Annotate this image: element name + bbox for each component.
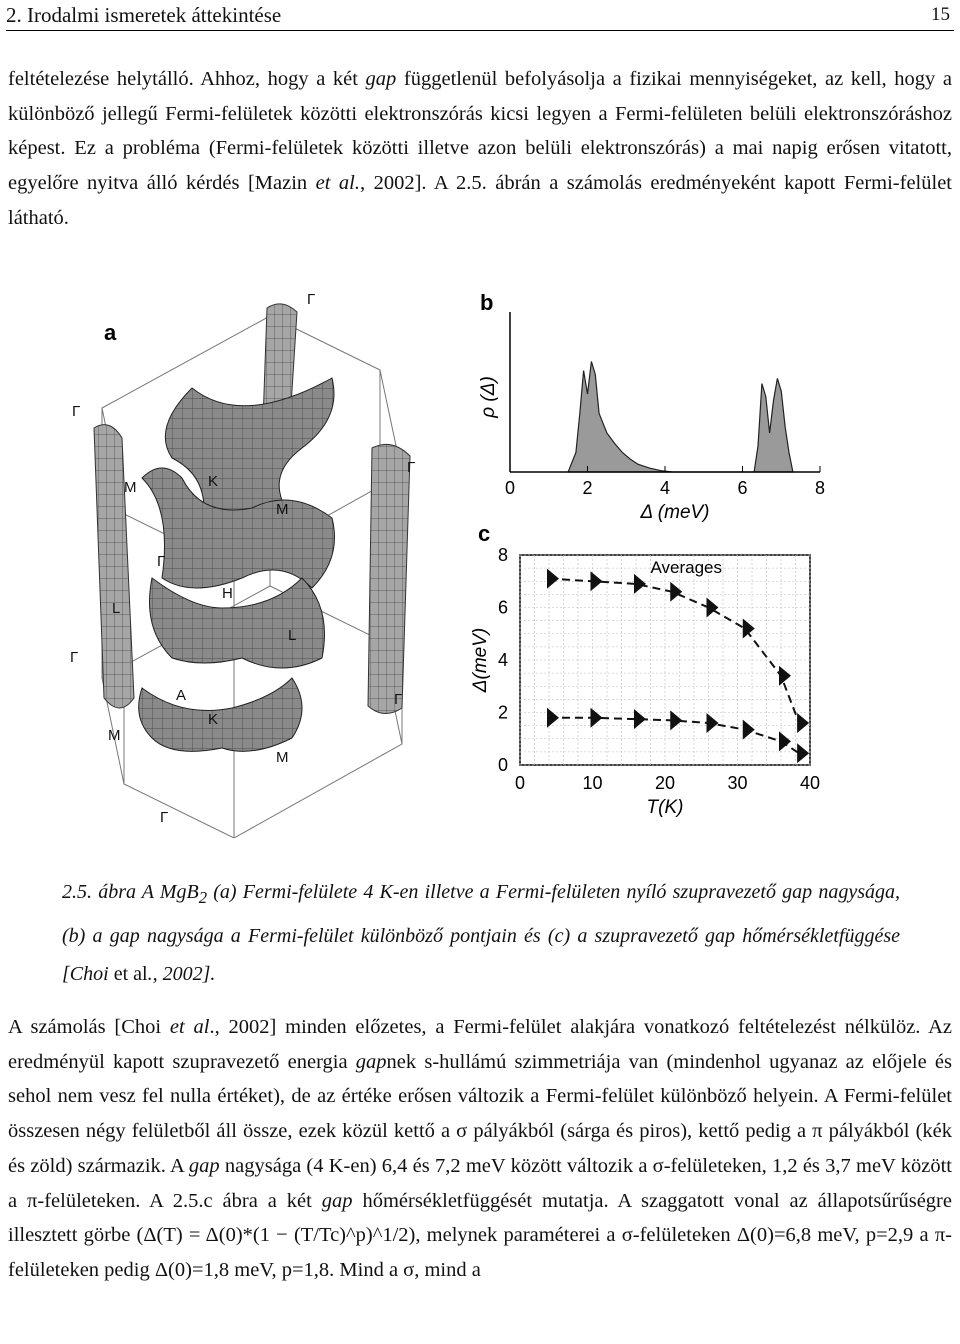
x-tick-label: 8 xyxy=(814,478,826,498)
fermi-surface-figure xyxy=(42,278,462,838)
text-run: . Mind a σ, mind a xyxy=(329,1258,481,1281)
point-label: L xyxy=(288,627,297,644)
point-label: H xyxy=(222,585,233,602)
text-run-italic: et al xyxy=(169,1016,210,1038)
point-label: M xyxy=(108,727,121,744)
point-label: M xyxy=(276,749,289,766)
x-axis-label: T(K) xyxy=(646,797,684,818)
point-label: Γ xyxy=(72,403,81,420)
text-run: a π-felületeken pedig xyxy=(8,1224,952,1281)
panel-label-a: a xyxy=(104,320,117,345)
point-label: Γ xyxy=(307,291,316,308)
x-tick-label: 40 xyxy=(799,773,821,793)
x-tick-label: 20 xyxy=(654,773,676,793)
sigma-tube-left xyxy=(94,425,134,708)
x-tick-label: 4 xyxy=(659,478,671,498)
y-axis-label: ρ (Δ) xyxy=(478,376,499,418)
text-run-italic: gap xyxy=(321,1189,353,1212)
paragraph-discussion xyxy=(8,1010,952,1288)
gap-distribution-chart xyxy=(470,282,850,522)
text-run-italic: gap xyxy=(355,1050,387,1073)
x-tick-label: 0 xyxy=(514,773,526,793)
gap-formula: Δ(T) = Δ(0)*(1 − (T/Tc)^p)^1/2 xyxy=(143,1224,409,1247)
subscript: 2 xyxy=(198,888,208,907)
y-tick-label: 2 xyxy=(497,702,508,723)
text-run: et al xyxy=(113,963,148,985)
point-label: M xyxy=(276,501,289,518)
running-header xyxy=(6,0,954,31)
text-run: hőmérsékletfüggését mutatja. A szaggatott vonal az állapotsűrűségre illesztett görbe ( xyxy=(8,1189,952,1247)
pi-parameters: Δ(0)=1,8 meV, p=1,8 xyxy=(154,1258,330,1281)
x-tick-label: 10 xyxy=(582,773,603,793)
text-run-italic: gap xyxy=(365,68,397,90)
point-label: Γ xyxy=(157,553,166,570)
text-run: nagysága (4 K-en) 6,4 és 7,2 meV között változik a σ-felületeken, 1,2 és 3,7 meV között a π-felületeken. A 2.5.c ábra a két xyxy=(8,1154,952,1212)
paragraph-intro xyxy=(8,62,952,236)
text-run-italic: (a) Fermi-felülete 4 K-en illetve a Fermi-felületen nyíló szupravezető gap nagysága, (b) a gap nagysága a Fermi-felület különböző pontjain és (c) a szupravezető gap hőmérsékletfüggése [Choi xyxy=(62,881,900,985)
y-tick-label: 8 xyxy=(497,545,508,565)
point-label: M xyxy=(124,479,137,496)
point-label: Γ xyxy=(160,809,169,826)
brillouin-zone-wireframe xyxy=(102,316,402,838)
x-tick-label: 2 xyxy=(582,478,593,498)
point-label: K xyxy=(208,473,219,490)
y-tick-label: 4 xyxy=(497,650,508,670)
text-run: A számolás [Choi xyxy=(8,1016,170,1038)
y-tick-label: 6 xyxy=(497,597,508,618)
panel-label-c: c xyxy=(478,521,491,546)
point-label: A xyxy=(176,687,187,704)
chapter-title: 2. Irodalmi ismeretek áttekintése xyxy=(6,2,282,27)
pi-surface-lower xyxy=(139,678,302,751)
x-tick-label: 30 xyxy=(727,773,748,793)
sigma-parameters: Δ(0)=6,8 meV, p=2,9 xyxy=(736,1224,914,1247)
point-label: L xyxy=(112,600,121,617)
y-axis-label: Δ(meV) xyxy=(470,627,491,693)
x-axis-label: Δ (meV) xyxy=(640,502,710,522)
sigma-tube-right xyxy=(368,444,410,713)
text-run: feltételezése helytálló. Ahhoz, hogy a két xyxy=(8,68,366,90)
text-run: ., 2002] minden előzetes, a Fermi-felület alakjára vonatkozó feltételezést nélkülöz. Az eredményül kapott szupravezető energia xyxy=(8,1016,952,1073)
pi-surface-h xyxy=(150,578,325,668)
text-run-italic: ., 2002]. xyxy=(147,963,216,985)
x-tick-label: 0 xyxy=(504,478,516,498)
annotation-averages: Averages xyxy=(650,558,723,577)
gap-temperature-chart xyxy=(470,515,850,835)
page-number: 15 xyxy=(931,4,950,25)
point-label: Γ xyxy=(70,649,79,666)
point-label: Γ xyxy=(394,691,403,708)
text-run: nek s-hullámú szimmetriája van (mindenhol ugyanaz az előjele és sehol nem vesz fel nulla értéket), de az értéke erősen változik a Fermi-felület különböző helyein. A Fermi-felület összesen négy felületből áll össze, ezek közül kettő a σ pályákból (sárga és piros), kettő pedig a π pályákból (kék és zöld) származik. A xyxy=(8,1050,953,1177)
text-run-italic: 2.5. ábra A MgB xyxy=(62,881,199,903)
text-run: , 2002]. A 2.5. ábrán a számolás eredményeként kapott Fermi-felület látható. xyxy=(8,172,952,229)
text-run: ), melynek paraméterei a σ-felületeken xyxy=(408,1224,737,1247)
y-tick-label: 0 xyxy=(497,755,508,775)
point-label: Γ xyxy=(407,459,416,476)
text-run-italic: gap xyxy=(188,1154,220,1177)
panel-label-b: b xyxy=(480,290,494,315)
point-label: K xyxy=(208,711,219,728)
x-tick-label: 6 xyxy=(737,478,748,498)
density-area xyxy=(568,362,793,473)
figure-caption xyxy=(62,873,900,993)
text-run-italic: et al. xyxy=(315,172,360,195)
text-run: függetlenül befolyásolja a fizikai mennyiségeket, az kell, hogy a különböző jellegű Fermi-felületek közötti elektronszórás kicsi legyen a Fermi-felületen belüli elektronszóráshoz képest. Ez a probléma (Fermi-felületek közötti illetve azon belüli elektronszórás) a mai napig erősen vitatott, egyelőre nyitva álló kérdés [Mazin xyxy=(8,68,952,195)
